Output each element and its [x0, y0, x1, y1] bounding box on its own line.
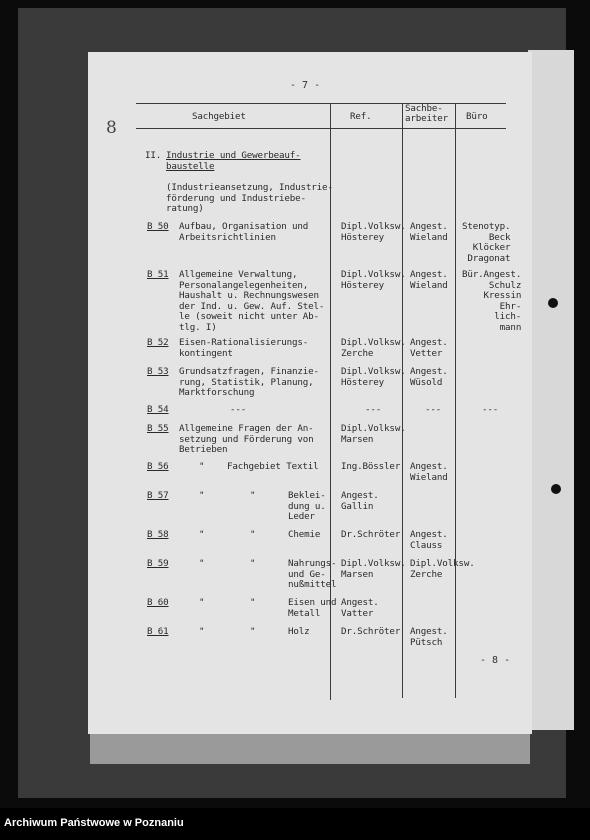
table-top-rule: [136, 103, 506, 104]
ditto-mark: ": [199, 529, 205, 540]
section-subtitle: (Industrieansetzung, Industrie- förderung und Industriebe- ratung): [166, 182, 333, 215]
ditto-mark: ": [199, 461, 205, 472]
punch-hole: [548, 298, 558, 308]
row-sachbearbeiter: Angest. Vetter: [410, 337, 448, 359]
row-subject: Chemie: [288, 529, 321, 540]
row-buro: Bür.Angest. Schulz Kressin Ehr- lich- mann: [462, 269, 522, 333]
ditto-mark: ": [199, 597, 205, 608]
ditto-mark: ": [199, 626, 205, 637]
row-code: B 51: [147, 269, 169, 280]
ditto-mark: ": [250, 626, 256, 637]
punch-hole: [551, 484, 561, 494]
header-buro: Büro: [466, 111, 488, 122]
column-divider-buro: [455, 104, 456, 698]
row-code: B 53: [147, 366, 169, 377]
handwritten-mark: 8: [106, 118, 117, 138]
ditto-mark: ": [250, 558, 256, 569]
row-code: B 50: [147, 221, 169, 232]
row-sachbearbeiter: Angest. Pütsch: [410, 626, 448, 648]
row-sachbearbeiter: Angest. Wieland: [410, 461, 448, 483]
row-sachbearbeiter: Angest. Wieland: [410, 269, 448, 291]
row-subject: Eisen-Rationalisierungs- kontingent: [179, 337, 309, 359]
ditto-mark: ": [250, 529, 256, 540]
header-ref: Ref.: [350, 111, 372, 122]
row-sachbearbeiter: Dipl.Volksw. Zerche: [410, 558, 475, 580]
row-referent: Dipl.Volksw. Hösterey: [341, 221, 406, 243]
row-subject: Allgemeine Fragen der An- setzung und Förderung von Betrieben: [179, 423, 314, 456]
row-subject: Eisen und Metall: [288, 597, 337, 619]
row-referent: Dipl.Volksw. Hösterey: [341, 269, 406, 291]
row-sachbearbeiter: Angest. Wieland: [410, 221, 448, 243]
row-subject: Grundsatzfragen, Finanzie- rung, Statistik, Planung, Marktforschung: [179, 366, 319, 399]
archive-credit: Archiwum Państwowe w Poznaniu: [4, 817, 184, 829]
row-referent: ---: [365, 404, 382, 415]
column-divider-sachbearbeiter: [402, 104, 403, 698]
row-referent: Dr.Schröter: [341, 529, 401, 540]
row-subject: Fachgebiet Textil: [227, 461, 319, 472]
row-referent: Dipl.Volksw. Marsen: [341, 558, 406, 580]
row-referent: Dipl.Volksw. Hösterey: [341, 366, 406, 388]
row-code: B 55: [147, 423, 169, 434]
row-subject: ---: [230, 404, 247, 415]
row-sachbearbeiter: Angest. Clauss: [410, 529, 448, 551]
page-bottom-strip: [90, 734, 530, 764]
row-code: B 56: [147, 461, 169, 472]
row-referent: Angest. Gallin: [341, 490, 379, 512]
row-referent: Dipl.Volksw. Zerche: [341, 337, 406, 359]
row-referent: Dipl.Volksw. Marsen: [341, 423, 406, 445]
ditto-mark: ": [250, 490, 256, 501]
row-sachbearbeiter: Angest. Wüsold: [410, 366, 448, 388]
row-referent: Dr.Schröter: [341, 626, 401, 637]
row-sachbearbeiter: ---: [425, 404, 442, 415]
row-code: B 58: [147, 529, 169, 540]
row-code: B 60: [147, 597, 169, 608]
table-header-rule: [136, 128, 506, 129]
side-sheet: [528, 50, 574, 730]
row-buro: ---: [482, 404, 499, 415]
row-code: B 54: [147, 404, 169, 415]
ditto-mark: ": [199, 490, 205, 501]
header-sachgebiet: Sachgebiet: [192, 111, 246, 122]
page-number: - 7 -: [290, 80, 321, 91]
row-code: B 57: [147, 490, 169, 501]
row-subject: Beklei- dung u. Leder: [288, 490, 326, 523]
row-subject: Holz: [288, 626, 310, 637]
row-referent: Ing.Bössler: [341, 461, 401, 472]
row-subject: Nahrungs- und Ge- nußmittel: [288, 558, 337, 591]
row-code: B 59: [147, 558, 169, 569]
next-page-marker: - 8 -: [480, 655, 511, 666]
row-subject: Aufbau, Organisation und Arbeitsrichtlinien: [179, 221, 309, 243]
section-title: Industrie und Gewerbeauf- baustelle: [166, 150, 301, 172]
header-sachbearbeiter: Sachbe- arbeiter: [405, 103, 449, 124]
row-code: B 61: [147, 626, 169, 637]
row-code: B 52: [147, 337, 169, 348]
row-buro: Stenotyp. Beck Klöcker Dragonat: [462, 221, 511, 264]
row-subject: Allgemeine Verwaltung, Personalangelegenheiten, Haushalt u. Rechnungswesen der Ind. u. Gew. Auf. Stel- le (soweit nicht unter Ab- tlg. I): [179, 269, 325, 333]
ditto-mark: ": [199, 558, 205, 569]
row-referent: Angest. Vatter: [341, 597, 379, 619]
section-number: II.: [145, 150, 162, 161]
ditto-mark: ": [250, 597, 256, 608]
